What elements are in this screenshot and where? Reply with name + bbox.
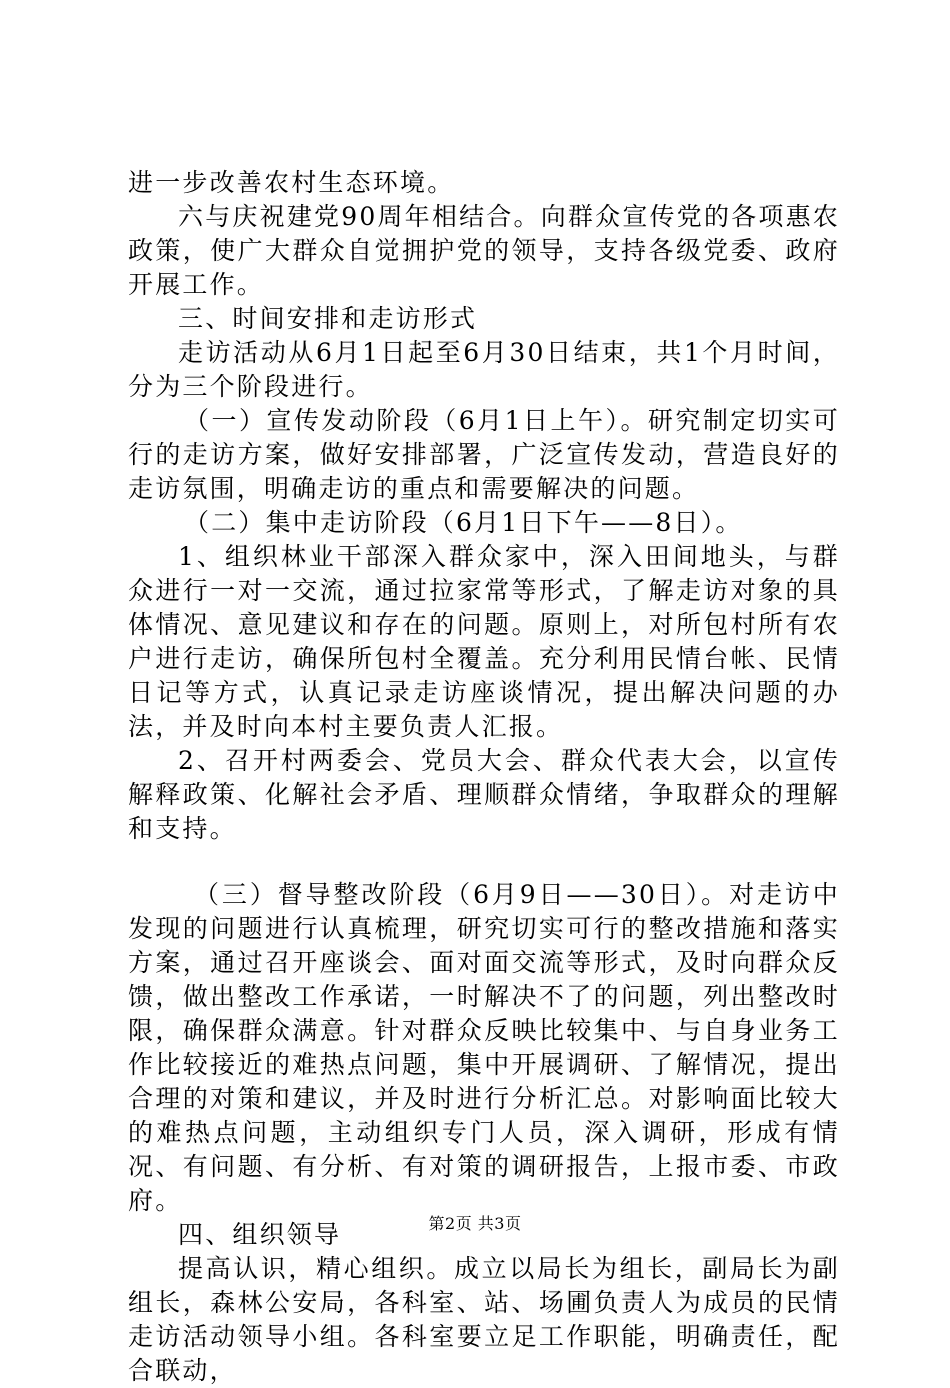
paragraph-phase-one: （一）宣传发动阶段（6月1日上午）。研究制定切实可行的走访方案，做好安排部署，广泛宣传发动，营造良好的走访氛围，明确走访的重点和需要解决的问题。 (128, 406, 840, 503)
paragraph-continuation: 进一步改善农村生态环境。 (128, 168, 455, 197)
section-heading-leadership: 四、组织领导 (178, 1220, 342, 1249)
paragraph-phase-three: （三）督导整改阶段（6月9日——30日）。对走访中发现的问题进行认真梳理，研究切实可行的整改措施和落实方案，通过召开座谈会、面对面交流等形式，及时向群众反馈，做出整改工作承诺，一时解决不了的问题，列出整改时限，确保群众满意。针对群众反映比较集中、与自身业务工作比较接近的难热点问题，集中开展调研、了解情况，提出合理的对策和建议，并及时进行分析汇总。对影响面比较大的难热点问题，主动组织专门人员，深入调研，形成有情况、有问题、有分析、有对策的调研报告，上报市委、市政府。 (128, 880, 840, 1215)
paragraph-phase-two-heading: （二）集中走访阶段（6月1日下午——8日）。 (184, 508, 743, 537)
paragraph-phase-two-item-2: 2、召开村两委会、党员大会、群众代表大会，以宣传解释政策、化解社会矛盾、理顺群众情绪，争取群众的理解和支持。 (128, 746, 840, 843)
paragraph-phase-two-item-1: 1、组织林业干部深入群众家中，深入田间地头，与群众进行一对一交流，通过拉家常等形式，了解走访对象的具体情况、意见建议和存在的问题。原则上，对所包村所有农户进行走访，确保所包村全覆盖。充分利用民情台帐、民情日记等方式，认真记录走访座谈情况，提出解决问题的办法，并及时向本村主要负责人汇报。 (128, 542, 840, 741)
document-body (128, 166, 840, 1388)
section-heading-schedule: 三、时间安排和走访形式 (178, 304, 478, 333)
paragraph-leadership: 提高认识，精心组织。成立以局长为组长，副局长为副组长，森林公安局，各科室、站、场圃负责人为成员的民情走访活动领导小组。各科室要立足工作职能，明确责任，配合联动， (128, 1254, 840, 1385)
paragraph-schedule-overview: 走访活动从6月1日起至6月30日结束，共1个月时间，分为三个阶段进行。 (128, 338, 840, 401)
page-number-footer: 第2页 共3页 (428, 1214, 522, 1233)
paragraph-item-six: 六与庆祝建党90周年相结合。向群众宣传党的各项惠农政策，使广大群众自觉拥护党的领导，支持各级党委、政府开展工作。 (128, 202, 840, 299)
